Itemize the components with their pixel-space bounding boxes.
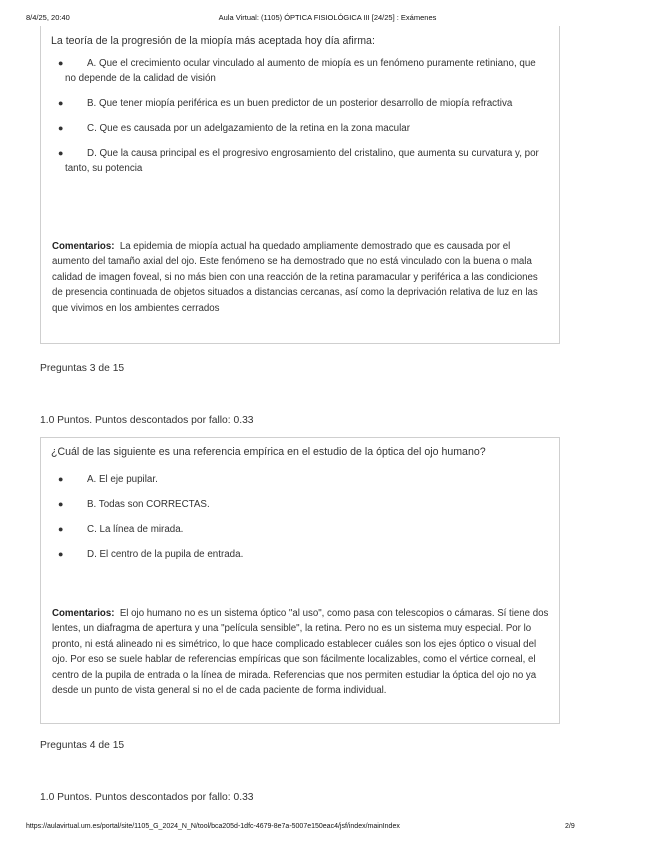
question-block-1	[40, 26, 560, 344]
option-a[interactable]: ● A. El eje pupilar.	[58, 474, 158, 485]
comment-text: El ojo humano no es un sistema óptico "al uso", como pasa con telescopios o cámaras. Sí tiene dos lentes, un diafragma de apertura y una "película sensible", la retina. Pero no es un sistema muy especial. Por lo pronto, ni está alineado ni es simétrico, lo que hace complicado establecer cuáles son los ejes óptico o visual del ojo. Por eso se suele hablar de referencias empíricas que son fácilmente localizables, como el vértice corneal, el centro de la pupila de entrada o la línea de mirada. Referencias que nos permiten estudiar la óptica del ojo no ya desde un punto de vista general si no el de cada paciente de forma individual.	[52, 608, 549, 697]
question-counter-4: Preguntas 4 de 15	[40, 740, 125, 751]
bullet-icon: ●	[58, 549, 64, 559]
comment	[52, 239, 550, 316]
option-b[interactable]: ● B. Todas son CORRECTAS.	[58, 499, 210, 510]
question-counter-3: Preguntas 3 de 15	[40, 363, 125, 374]
bullet-icon: ●	[58, 148, 64, 158]
bullet-icon: ●	[58, 98, 64, 108]
option-a[interactable]: ● A. Que el crecimiento ocular vinculado al aumento de miopía es un fenómeno puramente retiniano, que no depende de la calidad de visión	[58, 58, 536, 84]
question-text: ¿Cuál de las siguiente es una referencia empírica en el estudio de la óptica del ojo humano?	[51, 446, 486, 458]
print-title: Aula Virtual: (1105) ÓPTICA FISIOLÓGICA III [24/25] : Exámenes	[218, 13, 437, 22]
comment-text: La epidemia de miopía actual ha quedado ampliamente demostrado que es causada por el aumento del tamaño axial del ojo. Este fenómeno se ha demostrado que no está vinculado con la buena o mala calidad de imagen foveal, si no más bien con una reacción de la retina paramacular y periférica a las condiciones de presencia continuada de objetos situados a distancias cercanas, así como la deprivación relativa de luz en las que vivimos en los ambientes cerrados	[52, 241, 538, 314]
question-points-4: 1.0 Puntos. Puntos descontados por fallo: 0.33	[40, 792, 254, 803]
print-date: 8/4/25, 20:40	[26, 13, 70, 22]
option-d[interactable]: ● D. El centro de la pupila de entrada.	[58, 549, 244, 560]
bullet-icon: ●	[58, 58, 64, 68]
option-c[interactable]: ● C. Que es causada por un adelgazamiento de la retina en la zona macular	[58, 123, 410, 134]
option-b[interactable]: ● B. Que tener miopía periférica es un buen predictor de un posterior desarrollo de miopía refractiva	[58, 98, 513, 109]
comment-label: Comentarios:	[52, 608, 115, 619]
bullet-icon: ●	[58, 474, 64, 484]
option-list	[51, 56, 549, 176]
option-list	[51, 472, 549, 562]
comment-label: Comentarios:	[52, 241, 115, 252]
question-text: La teoría de la progresión de la miopía más aceptada hoy día afirma:	[51, 35, 375, 47]
bullet-icon: ●	[58, 524, 64, 534]
option-d[interactable]: ● D. Que la causa principal es el progresivo engrosamiento del cristalino, que aumenta su curvatura y, por tanto, su potencia	[58, 148, 539, 174]
question-points-3: 1.0 Puntos. Puntos descontados por fallo: 0.33	[40, 415, 254, 426]
page-number: 2/9	[565, 823, 575, 830]
bullet-icon: ●	[58, 123, 64, 133]
print-url: https://aulavirtual.um.es/portal/site/1105_G_2024_N_N/tool/bca205d-1dfc-4679-8e7a-5007e150eac4/jsf/index/mainIndex	[26, 823, 400, 830]
comment	[52, 606, 550, 698]
bullet-icon: ●	[58, 499, 64, 509]
print-footer	[0, 823, 655, 835]
option-c[interactable]: ● C. La línea de mirada.	[58, 524, 184, 535]
question-block-3	[40, 437, 560, 724]
print-header	[0, 13, 655, 25]
